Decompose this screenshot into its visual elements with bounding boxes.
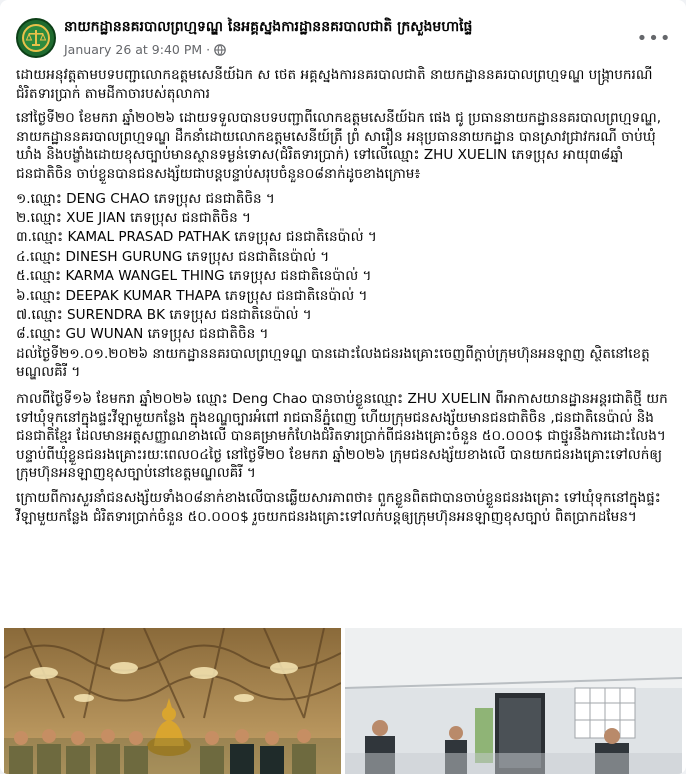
- list-item: ៥.ឈ្មោះ KARMA WANGEL THING ភេទប្រុស ជនជាតិនេប៉ាល់ ។: [16, 268, 372, 285]
- list-item: ៨.ឈ្មោះ GU WUNAN ភេទប្រុស ជនជាតិចិន ។: [16, 326, 269, 343]
- list-item: ៧.ឈ្មោះ SURENDRA BK ភេទប្រុស ជនជាតិនេប៉ាល់ ។: [16, 307, 312, 323]
- post-paragraph: ដោយអនុវត្តតាមបទបញ្ជាលោកឧត្តមសេនីយ៍ឯក ស ថេត អគ្គស្នងការនគរបាលជាតិ នាយកដ្ឋាននគរបាលព្រហ្មទណ្ឌ បង្ក្រាបករណីជំរិតទារប្រាក់ តាមដីកាចារបស់តុលាការ: [16, 67, 653, 102]
- list-item: ២.ឈ្មោះ XUE JIAN ភេទប្រុស ជនជាតិចិន ។: [16, 209, 251, 226]
- post-timestamp[interactable]: January 26 at 9:40 PM: [64, 42, 203, 57]
- post-paragraph: ក្រោយពីការសួរនាំជនសង្ស័យទាំង០៨នាក់ខាងលើបានឆ្លើយសារភាពថា៖ ពួកខ្លួនពិតជាបានចាប់ខ្លួនជនរងគ្រោះ ទៅឃុំទុកនៅក្នុងផ្ទះវីឡាមួយកន្លែង ជំរិតទារប្រាក់ចំនួន ៥០.០០០$ រួចយកជនរងគ្រោះទៅលក់បន្តឲ្យក្រុមហ៊ុនអនឡាញខុសច្បាប់ ពិតប្រាកដមែន។: [16, 489, 661, 525]
- page-name-link[interactable]: នាយកដ្ឋាននគរបាលព្រហ្មទណ្ឌ នៃអគ្គស្នងការដ្ឋាននគរបាលជាតិ ក្រសួងមហាផ្ទៃ: [64, 19, 473, 35]
- more-options-button[interactable]: [636, 26, 672, 50]
- post-paragraph: នៅថ្ងៃទី២០ ខែមករា ឆ្នាំ២០២៦ ដោយទទួលបានបទបញ្ជាពីលោកឧត្តមសេនីយ៍ឯក ផេង ជូ ប្រធាននាយកដ្ឋាននគរបាលព្រហ្មទណ្ឌ, នាយកដ្ឋាននគរបាលព្រហ្មទណ្ឌ ដឹកនាំដោយលោកឧត្តមសេនីយ៍ត្រី ព្រំ សារឿន អនុប្រធាននាយកដ្ឋាន បានស្រាវជ្រាវករណី ចាប់ឃុំឃាំង និងបង្ខាំងដោយខុសច្បាប់មានស្ថានទម្ងន់ទោស(ជំរិតទារប្រាក់) ទៅលើឈ្មោះ ZHU XUELIN ភេទប្រុស អាយុ៣៨ឆ្នាំ ជនជាតិចិន ចាប់ខ្លួនបានជនសង្ស័យជាបន្តបន្ទាប់សរុបចំនួន០៨នាក់ដូចខាងក្រោម៖: [16, 110, 662, 182]
- post-body: [16, 66, 670, 532]
- list-item: ១.ឈ្មោះ DENG CHAO ភេទប្រុស ជនជាតិចិន ។: [16, 190, 275, 207]
- meta-separator: ·: [206, 42, 211, 57]
- room-interior-photo[interactable]: [345, 628, 682, 774]
- post-meta: [64, 42, 226, 57]
- suspect-list: [16, 190, 670, 382]
- list-item: ៣.ឈ្មោះ KAMAL PRASAD PATHAK ភេទប្រុស ជនជាតិនេប៉ាល់ ។: [16, 229, 377, 246]
- post-header: [16, 14, 670, 64]
- officers-in-airport-terminal-photo[interactable]: [4, 628, 341, 774]
- list-item: ៦.ឈ្មោះ DEEPAK KUMAR THAPA ភេទប្រុស ជនជាតិនេប៉ាល់ ។: [16, 287, 368, 304]
- list-item: ៤.ឈ្មោះ DINESH GURUNG ភេទប្រុស ជនជាតិនេប៉ាល់ ។: [16, 248, 330, 265]
- more-horizontal-icon: •••: [636, 27, 672, 49]
- post-photos: [0, 628, 686, 774]
- globe-icon[interactable]: [214, 44, 226, 56]
- post-paragraph: កាលពីថ្ងៃទី១៦ ខែមករា ឆ្នាំ២០២៦ ឈ្មោះ Deng Chao បានចាប់ខ្លួនឈ្មោះ ZHU XUELIN ពីអាកាសយានដ្ឋានអន្តរជាតិថ្មី យកទៅឃុំទុកនៅក្នុងផ្ទះវីឡាមួយកន្លែង ក្នុងខណ្ឌច្បារអំពៅ រាជធានីភ្នំពេញ ហើយក្រុមជនសង្ស័យមានជនជាតិចិន ,ជនជាតិនេប៉ាល់ និងជនជាតិខ្មែរ ដែលមានអត្តសញ្ញាណខាងលើ បានគម្រាមកំហែងជំរិតទារប្រាក់ពីជនរងគ្រោះចំនួន ៥០.០០០$ ជាថ្នូរនឹងការដោះលែង។ បន្ទាប់ពីឃុំខ្លួនជនរងគ្រោះរយៈពេល០៤ថ្ងៃ នៅថ្ងៃទី២០ ខែមករា ឆ្នាំ២០២៦ ក្រុមជនសង្ស័យខាងលើ បានយកជនរងគ្រោះទៅលក់ឲ្យក្រុមហ៊ុនអនឡាញខុសច្បាប់នៅខេត្តមណ្ឌលគិរី ។: [16, 391, 668, 482]
- page-avatar[interactable]: [16, 18, 56, 58]
- list-item: ដល់ថ្ងៃទី២១.០១.២០២៦ នាយកដ្ឋាននគរបាលព្រហ្មទណ្ឌ បានដោះលែងជនរងគ្រោះចេញពីក្ដាប់ក្រុមហ៊ុនអនឡាញ ស្ថិតនៅខេត្តមណ្ឌលគិរី ។: [16, 345, 650, 381]
- police-emblem-icon: [21, 23, 51, 53]
